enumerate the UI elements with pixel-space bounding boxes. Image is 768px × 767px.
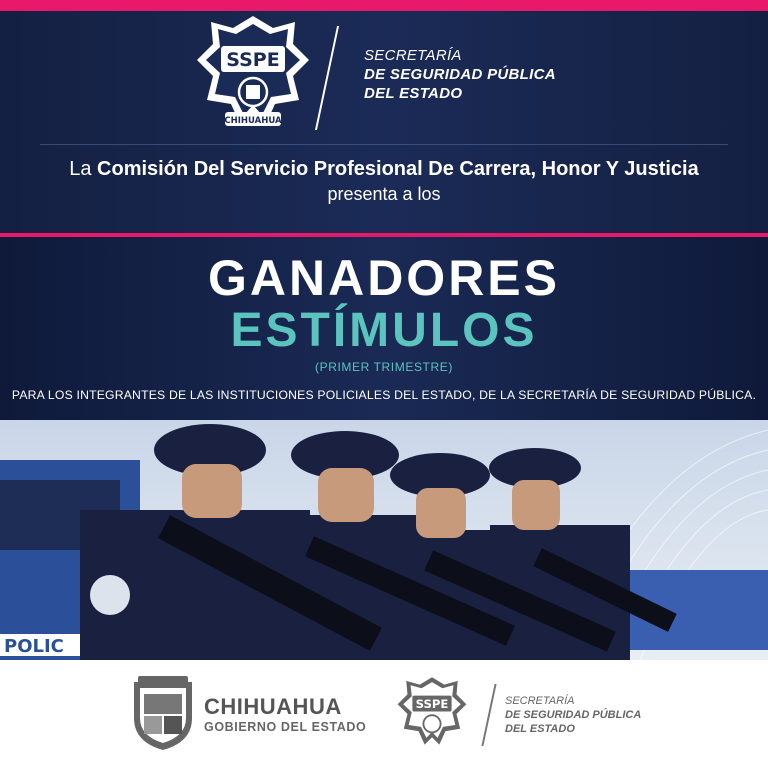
header-separator — [40, 144, 728, 145]
footer-sec-line-1: SECRETARÍA — [505, 695, 575, 707]
headline-subtitle: ESTÍMULOS — [230, 304, 538, 357]
intro-line-1 — [0, 158, 768, 181]
secretaria-line-2: DE SEGURIDAD PÚBLICA — [364, 66, 556, 83]
headline-period: (PRIMER TRIMESTRE) — [315, 360, 453, 374]
badge-ribbon: CHIHUAHUA — [224, 116, 282, 126]
secretaria-line-1: SECRETARÍA — [364, 47, 462, 64]
intro-commission-name: Comisión Del Servicio Profesional De Carrera, Honor Y Justicia — [97, 158, 699, 180]
sspe-badge-icon — [195, 14, 311, 138]
badge-acronym: SSPE — [226, 49, 280, 71]
vehicle-text: POLIC — [4, 636, 64, 657]
secretaria-title — [364, 46, 556, 103]
headline-description: PARA LOS INTEGRANTES DE LAS INSTITUCIONES POLICIALES DEL ESTADO, DE LA SECRETARÍA DE SEGURIDAD PÚBLICA. — [11, 388, 757, 402]
gov-subtitle: GOBIERNO DEL ESTADO — [204, 720, 367, 734]
headline-title: GANADORES — [207, 250, 561, 306]
footer-sec-line-3: DEL ESTADO — [505, 723, 575, 735]
footer-sspe-badge-icon — [396, 676, 468, 752]
intro-line-2: presenta a los — [327, 184, 441, 204]
footer-sec-line-2: DE SEGURIDAD PÚBLICA — [505, 709, 642, 721]
footer-secretaria — [505, 694, 641, 736]
footer — [0, 660, 768, 767]
gov-name: CHIHUAHUA — [204, 694, 342, 719]
police-officers-photo — [0, 420, 768, 660]
intro-prefix: La — [69, 158, 98, 180]
footer-badge-acronym: SSPE — [415, 696, 449, 711]
secretaria-line-3: DEL ESTADO — [364, 85, 463, 102]
top-accent-bar — [0, 0, 768, 11]
chihuahua-coat-of-arms-icon — [128, 674, 198, 752]
